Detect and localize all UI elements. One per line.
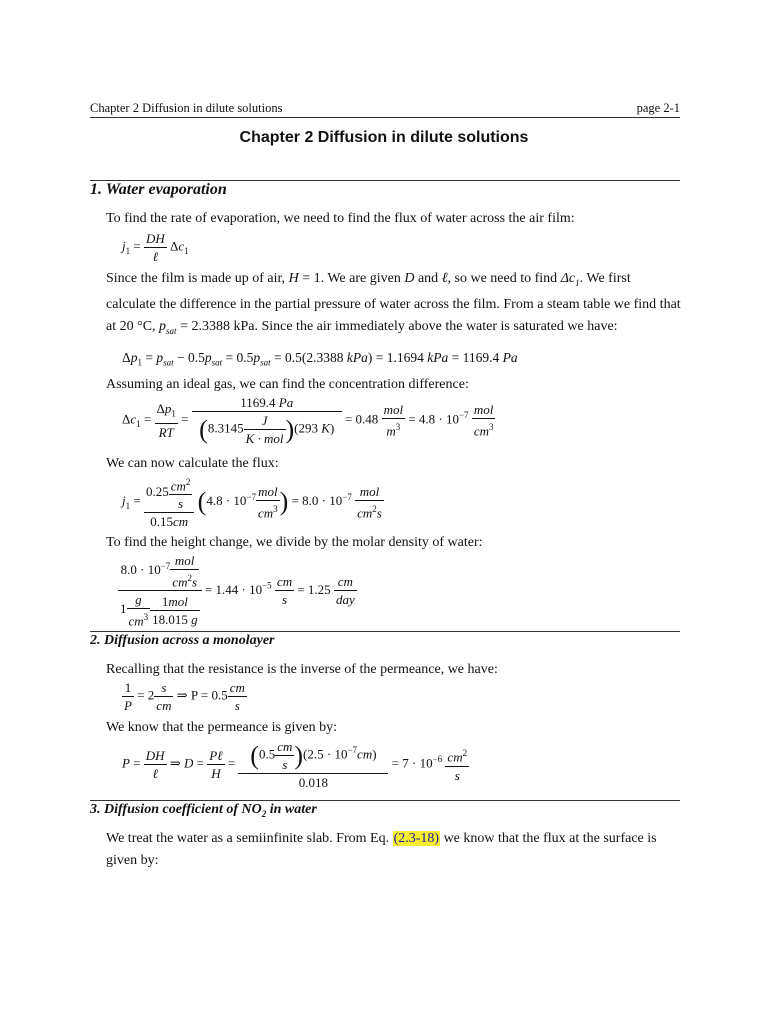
section-3-para-1: We treat the water as a semiinfinite slab. From Eq. (2.3-18) we know that the flux at the surface is given by: <box>106 831 657 868</box>
section-1-para-3: Assuming an ideal gas, we can find the concentration difference: <box>106 377 469 392</box>
section-1-para-5: To find the height change, we divide by the molar density of water: <box>106 535 483 550</box>
pressure-difference-equation: $\Delta p_1 = p_{sat} - 0.5p_{sat} = 0.5p_{sat} = 0.5(2.3388$ kPa) = 1.1694 kPa = 1169.4 Pa <box>122 350 518 368</box>
section-1-heading: 1. Water evaporation <box>90 181 227 198</box>
running-header-title: Chapter 2 Diffusion in dilute solutions <box>90 101 283 115</box>
page-number: page 2-1 <box>636 101 680 115</box>
height-change-equation: $8.0 \cdot 10^{-7}$ $\frac{\text{mol}}{cm^2s}$ 1 $\frac{g}{cm^3}$ $\frac{\text{1mol}}{18.015 g}$ = $1.44 \cdot 10^{-5}$ $\frac{cm}{s}$ = 1.25 $\frac{cm}{\text{day}}$ <box>120 553 355 629</box>
section-1-para-2: Since the film is made up of air, H = 1. We are given D and ℓ, so we need to find $\Delta c_1$. We first calculate the difference in the partial pressure of water across the film. From a steam table we find that at 20 °C, $p_{sat} = 2.3388$ kPa. Since the air immediately above the water is saturated we have: <box>106 271 681 336</box>
chapter-title: Chapter 2 Diffusion in dilute solutions <box>239 129 529 146</box>
concentration-equation: $\Delta c_1$ = $\frac{\Delta p_1}{RT}$ = 1169.4 Pa (8.3145 $\frac{J}{\text{K · mol}}$ )(293 K) = 0.48 $\frac{\text{mol}}{m^3}$ = $4.8 \cdot 10^{-7}$ $\frac{\text{mol}}{cm^3}$ <box>122 395 494 446</box>
section-2-rule <box>90 631 680 632</box>
resistance-equation: $\frac{1}{P}$ = 2 $\frac{s}{cm}$ ⇒ P = 0.5 $\frac{cm}{s}$ <box>124 680 245 713</box>
flux-equation: $j_1$ = $\frac{DH}{\text{ℓ}}$ $\Delta c_1$ <box>122 231 189 264</box>
section-2-para-1: Recalling that the resistance is the inverse of the permeance, we have: <box>106 662 498 677</box>
header-rule <box>90 117 680 118</box>
section-3-heading: 3. Diffusion coefficient of $NO_2$ in water <box>90 802 317 819</box>
section-3-rule <box>90 800 680 801</box>
section-2-heading: 2. Diffusion across a monolayer <box>90 633 275 648</box>
equation-reference-link[interactable]: (2.3-18) <box>393 831 440 846</box>
section-1-para-4: We can now calculate the flux: <box>106 456 279 471</box>
flux-value-equation: $j_1$ = 0.25 $\frac{cm^2}{s}$ 0.15cm ($4.8 \cdot 10^{-7}$ $\frac{\text{mol}}{cm^3}$ ) = $8.0 \cdot 10^{-7}$ $\frac{\text{mol}}{cm^2s}$ <box>122 477 382 530</box>
section-2-para-2: We know that the permeance is given by: <box>106 720 337 735</box>
section-1-para-1: To find the rate of evaporation, we need to find the flux of water across the air film: <box>106 211 575 226</box>
permeance-equation: P = $\frac{DH}{\text{ℓ}}$ ⇒ D = $\frac{\text{Pℓ}}{H}$ = (0.5 $\frac{cm}{s}$ )$(2.5 \cdot 10^{-7}cm)$ 0.018 = $7 \cdot 10^{-6}$ $\frac{cm^2}{s}$ <box>122 739 468 790</box>
